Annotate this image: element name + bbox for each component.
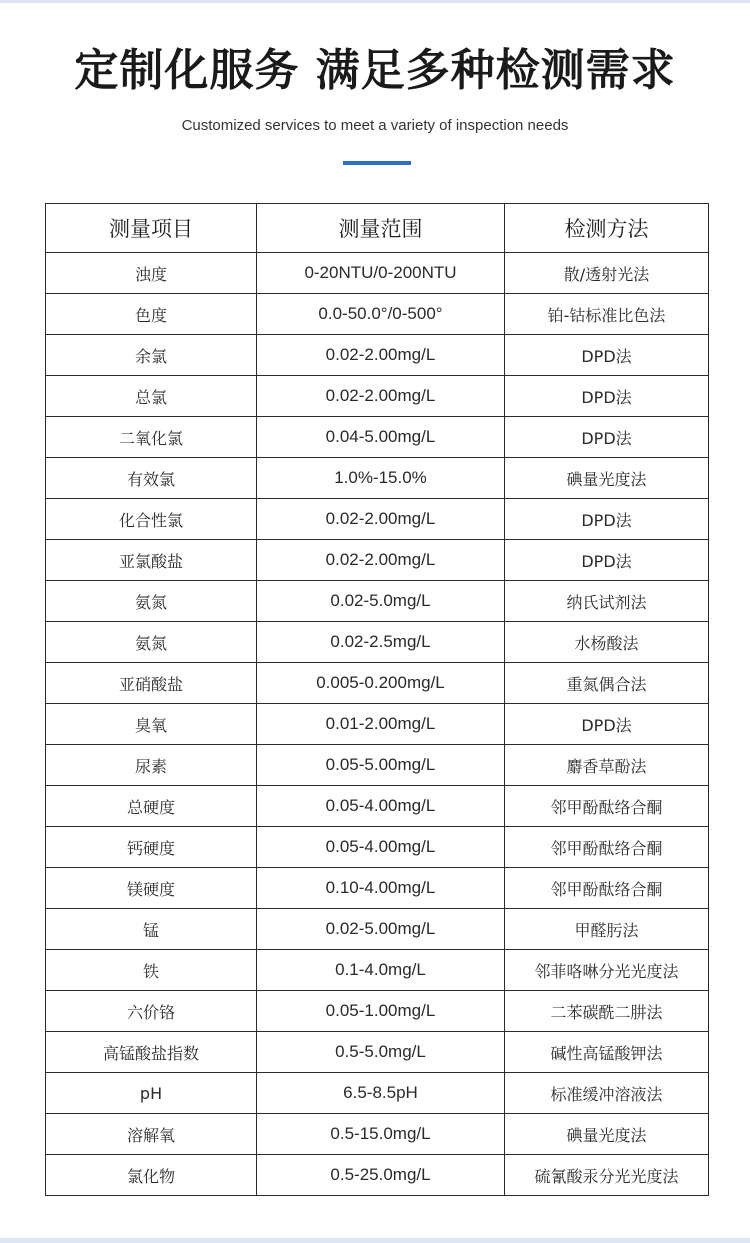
cell-method: 硫氰酸汞分光光度法: [505, 1155, 709, 1196]
table-row: [46, 499, 709, 540]
cell-item: 二氧化氯: [46, 417, 257, 458]
column-header-item: 测量项目: [46, 204, 257, 253]
cell-range: 0.04-5.00mg/L: [257, 417, 505, 458]
cell-range: 0.02-2.00mg/L: [257, 499, 505, 540]
cell-item: 亚硝酸盐: [46, 663, 257, 704]
cell-method: DPD法: [505, 335, 709, 376]
cell-item: 有效氯: [46, 458, 257, 499]
cell-method: 铂-钴标准比色法: [505, 294, 709, 335]
cell-item: 镁硬度: [46, 868, 257, 909]
cell-item: 臭氧: [46, 704, 257, 745]
table-row: [46, 909, 709, 950]
cell-range: 0.02-2.00mg/L: [257, 376, 505, 417]
top-divider: [0, 0, 750, 3]
cell-item: 铁: [46, 950, 257, 991]
table-row: [46, 663, 709, 704]
table-header-row: [46, 204, 709, 253]
cell-method: DPD法: [505, 540, 709, 581]
cell-method: 碱性高锰酸钾法: [505, 1032, 709, 1073]
table-row: [46, 622, 709, 663]
cell-method: 纳氏试剂法: [505, 581, 709, 622]
table-row: [46, 581, 709, 622]
table-row: [46, 950, 709, 991]
table-row: [46, 1073, 709, 1114]
cell-item: 色度: [46, 294, 257, 335]
cell-method: 水杨酸法: [505, 622, 709, 663]
cell-method: 二苯碳酰二肼法: [505, 991, 709, 1032]
cell-item: 浊度: [46, 253, 257, 294]
table-row: [46, 376, 709, 417]
cell-item: 氯化物: [46, 1155, 257, 1196]
cell-method: 邻甲酚酞络合酮: [505, 786, 709, 827]
cell-method: 标准缓冲溶液法: [505, 1073, 709, 1114]
cell-range: 0-20NTU/0-200NTU: [257, 253, 505, 294]
cell-item: pH: [46, 1073, 257, 1114]
table-row: [46, 827, 709, 868]
cell-range: 0.1-4.0mg/L: [257, 950, 505, 991]
table-row: [46, 745, 709, 786]
cell-range: 0.5-5.0mg/L: [257, 1032, 505, 1073]
cell-method: 散/透射光法: [505, 253, 709, 294]
cell-range: 0.5-15.0mg/L: [257, 1114, 505, 1155]
cell-item: 尿素: [46, 745, 257, 786]
cell-item: 钙硬度: [46, 827, 257, 868]
column-header-range: 测量范围: [257, 204, 505, 253]
cell-range: 0.02-5.0mg/L: [257, 581, 505, 622]
cell-method: 麝香草酚法: [505, 745, 709, 786]
cell-item: 溶解氧: [46, 1114, 257, 1155]
table-row: [46, 868, 709, 909]
cell-range: 0.02-5.00mg/L: [257, 909, 505, 950]
cell-method: 邻甲酚酞络合酮: [505, 868, 709, 909]
cell-item: 锰: [46, 909, 257, 950]
cell-method: 邻甲酚酞络合酮: [505, 827, 709, 868]
table-row: [46, 1155, 709, 1196]
cell-method: 甲醛肟法: [505, 909, 709, 950]
cell-item: 高锰酸盐指数: [46, 1032, 257, 1073]
cell-method: 邻菲咯啉分光光度法: [505, 950, 709, 991]
cell-method: 重氮偶合法: [505, 663, 709, 704]
cell-method: DPD法: [505, 704, 709, 745]
cell-range: 0.0-50.0°/0-500°: [257, 294, 505, 335]
title-accent-bar: [343, 161, 411, 165]
table-row: [46, 294, 709, 335]
cell-range: 0.05-1.00mg/L: [257, 991, 505, 1032]
cell-method: DPD法: [505, 376, 709, 417]
table-row: [46, 253, 709, 294]
measurement-spec-table: [45, 203, 709, 1196]
cell-item: 氨氮: [46, 581, 257, 622]
page-subtitle: Customized services to meet a variety of inspection needs: [181, 117, 569, 134]
cell-range: 0.10-4.00mg/L: [257, 868, 505, 909]
cell-item: 总氯: [46, 376, 257, 417]
cell-range: 0.5-25.0mg/L: [257, 1155, 505, 1196]
cell-item: 亚氯酸盐: [46, 540, 257, 581]
cell-range: 0.005-0.200mg/L: [257, 663, 505, 704]
cell-range: 0.02-2.5mg/L: [257, 622, 505, 663]
cell-method: 碘量光度法: [505, 458, 709, 499]
table-row: [46, 1032, 709, 1073]
cell-range: 0.01-2.00mg/L: [257, 704, 505, 745]
cell-range: 6.5-8.5pH: [257, 1073, 505, 1114]
cell-item: 六价铬: [46, 991, 257, 1032]
table-body: [46, 253, 709, 1196]
page-title: 定制化服务 满足多种检测需求: [74, 45, 676, 96]
cell-range: 0.05-4.00mg/L: [257, 786, 505, 827]
table-row: [46, 704, 709, 745]
table-row: [46, 540, 709, 581]
cell-item: 总硬度: [46, 786, 257, 827]
cell-item: 氨氮: [46, 622, 257, 663]
cell-item: 余氯: [46, 335, 257, 376]
cell-item: 化合性氯: [46, 499, 257, 540]
cell-range: 1.0%-15.0%: [257, 458, 505, 499]
table-row: [46, 1114, 709, 1155]
table-row: [46, 417, 709, 458]
table-row: [46, 786, 709, 827]
bottom-divider: [0, 1238, 750, 1243]
cell-method: 碘量光度法: [505, 1114, 709, 1155]
table-row: [46, 991, 709, 1032]
table-row: [46, 458, 709, 499]
column-header-method: 检测方法: [505, 204, 709, 253]
cell-method: DPD法: [505, 499, 709, 540]
cell-range: 0.02-2.00mg/L: [257, 335, 505, 376]
table-row: [46, 335, 709, 376]
cell-range: 0.02-2.00mg/L: [257, 540, 505, 581]
cell-range: 0.05-4.00mg/L: [257, 827, 505, 868]
cell-method: DPD法: [505, 417, 709, 458]
cell-range: 0.05-5.00mg/L: [257, 745, 505, 786]
